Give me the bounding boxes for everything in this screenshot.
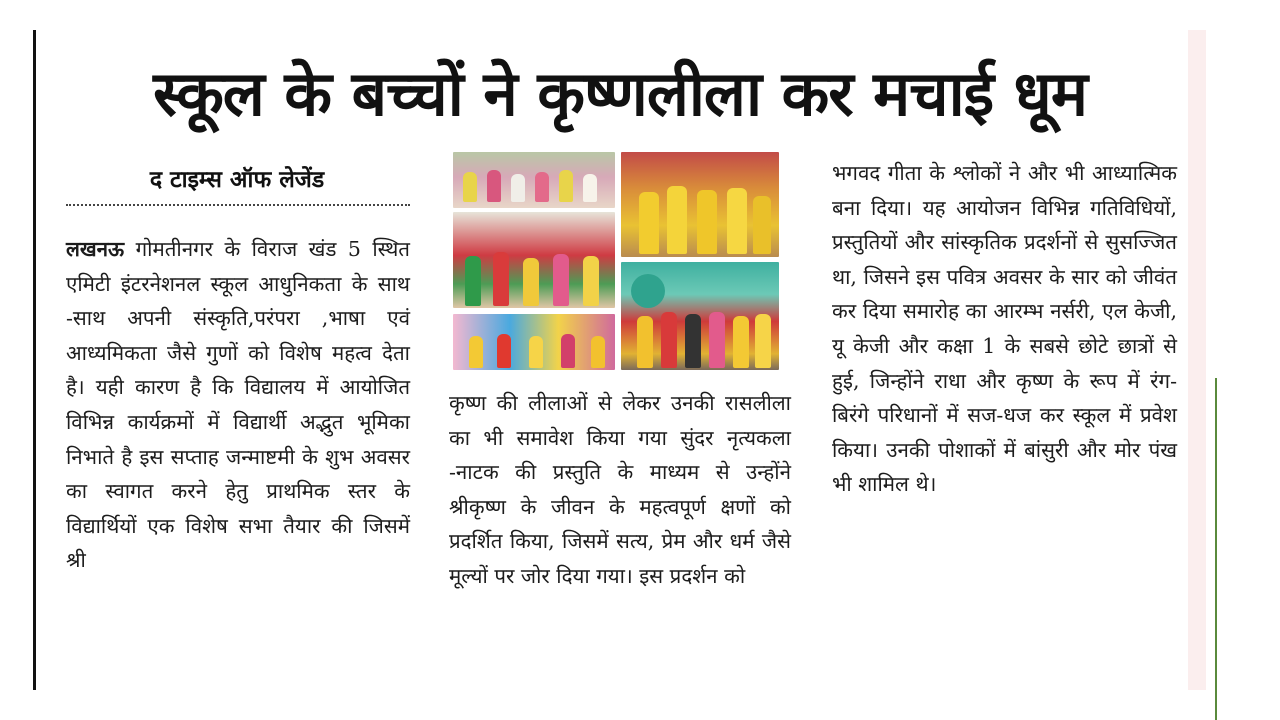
photo-collage <box>449 150 785 372</box>
column-rule-left <box>33 30 36 690</box>
article-text-1: गोमतीनगर के विराज खंड 5 स्थित एमिटी इंटरनेशनल स्कूल आधुनिकता के साथ -साथ अपनी संस्कृति,परंपरा ,भाषा एवं आध्यमिकता जैसे गुणों को विशेष महत्व देता है। यही कारण है कि विद्यालय में आयोजित विभिन्न कार्यक्रमों में विद्यार्थी अद्भुत भूमिका निभाते है इस सप्ताह जन्माष्टमी के शुभ अवसर का स्वागत करने हेतु प्राथमिक स्तर के विद्यार्थियों एक विशेष सभा तैयार की जिसमें श्री <box>66 237 410 573</box>
byline: द टाइम्स ऑफ लेजेंड <box>149 167 325 193</box>
article-paragraph-1 <box>66 232 410 578</box>
photo-krishna-costumes <box>621 152 779 257</box>
article-column-2 <box>449 386 791 594</box>
photo-children-seated <box>453 152 615 208</box>
article-column-3 <box>832 156 1177 502</box>
photo-colorful-backdrop <box>453 314 615 370</box>
dateline: लखनऊ <box>66 237 125 261</box>
photo-classroom-stage <box>453 212 615 308</box>
byline-dotted-rule <box>66 204 410 206</box>
article-column-1 <box>66 232 410 578</box>
page-margin-strip <box>1188 30 1206 690</box>
headline: स्कूल के बच्चों ने कृष्णलीला कर मचाई धूम <box>153 57 1087 130</box>
accent-line <box>1215 378 1217 720</box>
photo-group-performance <box>621 262 779 370</box>
article-paragraph-3: भगवद गीता के श्लोकों ने और भी आध्यात्मिक बना दिया। यह आयोजन विभिन्न गतिविधियों, प्रस्तुतियों और सांस्कृतिक प्रदर्शनों से सुसज्जित था, जिसने इस पवित्र अवसर के सार को जीवंत कर दिया समारोह का आरम्भ नर्सरी, एल केजी, यू केजी और कक्षा 1 के सबसे छोटे छात्रों से हुई, जिन्होंने राधा और कृष्ण के रूप में रंग-बिरंगे परिधानों में सज-धज कर स्कूल में प्रवेश किया। उनकी पोशाकों में बांसुरी और मोर पंख भी शामिल थे। <box>832 161 1177 497</box>
article-paragraph-2: कृष्ण की लीलाओं से लेकर उनकी रासलीला का भी समावेश किया गया सुंदर नृत्यकला -नाटक की प्रस्तुति के माध्यम से उन्होंने श्रीकृष्ण के जीवन के महत्वपूर्ण क्षणों को प्रदर्शित किया, जिसमें सत्य, प्रेम और धर्म जैसे मूल्यों पर जोर दिया गया। इस प्रदर्शन को <box>449 391 791 588</box>
